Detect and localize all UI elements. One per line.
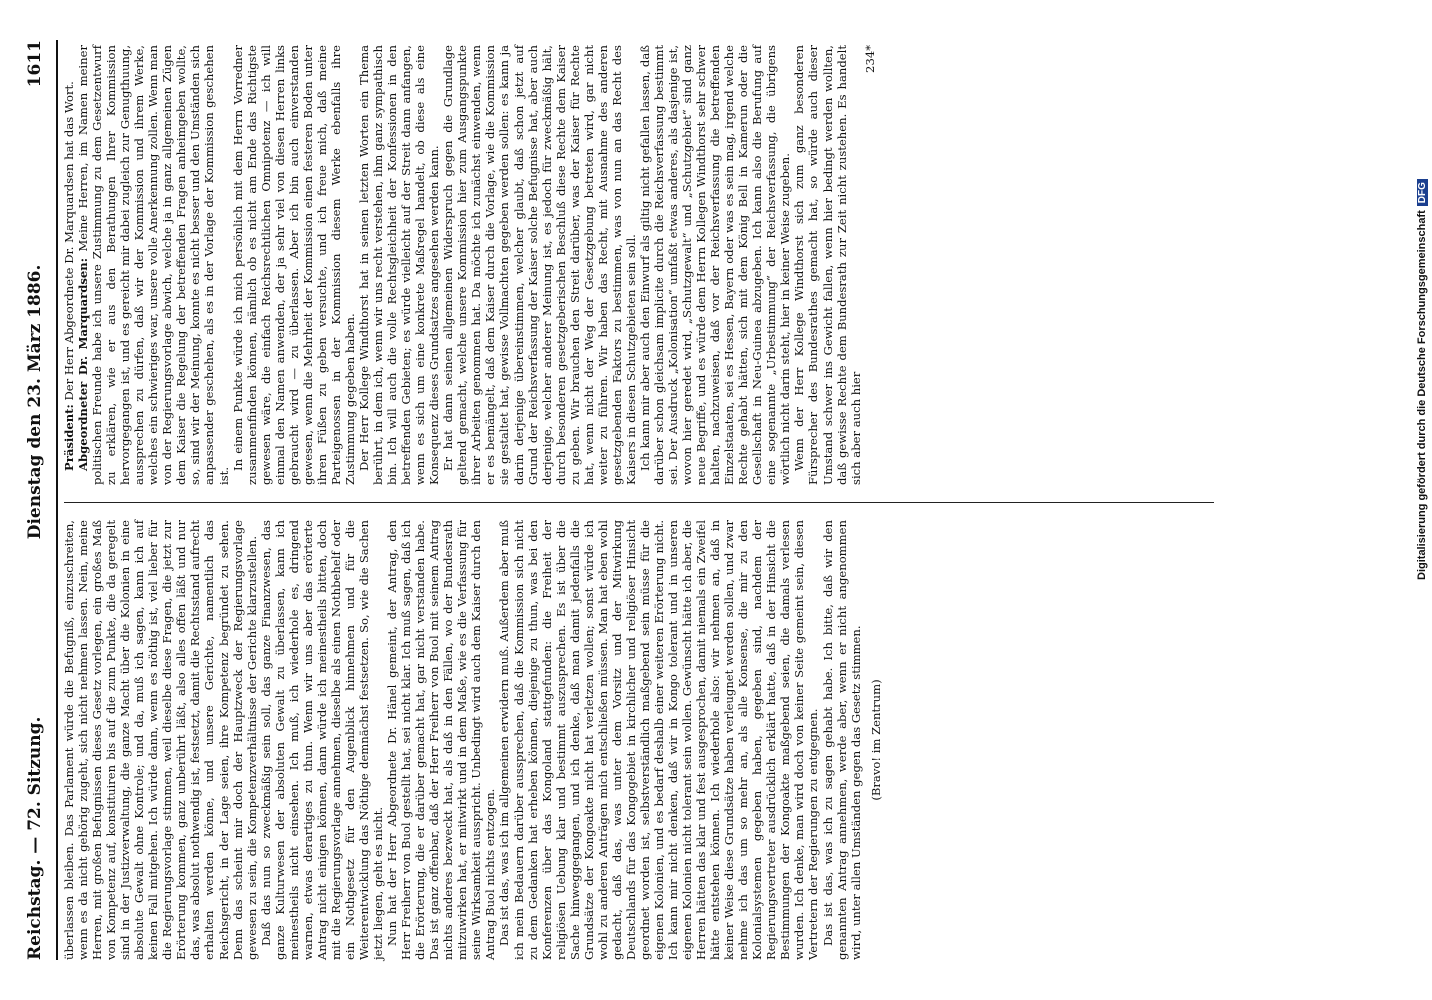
paragraph: Der Herr Kollege Windthorst hat in seinen letzten Worten ein Thema berührt, in dem ich, wenn wir uns recht verstehen, ihm ganz sympathisch bin. Ich will auch die volle Rechtsgleichheit der Konfessionen in den betreffenden Gebieten; es würde vielleicht auf der Streit dann anfangen, wenn es sich um eine konkrete Maßregel handelt, ob diese als eine Konsequenz dieses Grundsatzes angesehen werden kann. bbox=[356, 45, 442, 485]
dfg-logo: DFG bbox=[1417, 179, 1428, 206]
paragraph: Ich kann mir aber auch den Einwurf als giltig nicht gefallen lassen, daß darüber schon gleichsam implicite durch die Reichsverfassung bestimmt sei. Der Ausdruck „Kolonisation“ umfaßt etwas anderes, als dasjenige ist, wovon hier geredet wird, „Schutzgewalt“ und „Schutzgebiet“ sind ganz neue Begriffe, und es würde dem Herrn Kollegen Windthorst sehr schwer halten, nachzuweisen, daß vor der Reichsverfassung die betreffenden Einzelstaaten, sei es Hessen, Bayern oder was es sein mag, irgend welche Rechte gehabt hätten, sich mit dem König Bell in Kamerun oder die Gesellschaft in Neu-Guinea abzugeben. Ich kann also die Berufung auf eine sogenannte „Urbestimmung“ der Reichsverfassung, die übrigens wörtlich nicht darin steht, hier in keiner Weise zugeben. bbox=[637, 45, 793, 485]
credit-text: Digitalisierung gefördert durch die Deutsche Forschungsgemeinschaft bbox=[1416, 210, 1428, 580]
president-paragraph bbox=[62, 45, 76, 485]
speaker-marquardsen: Abgeordneter Dr. Marquardsen: bbox=[76, 258, 91, 471]
digitization-credit bbox=[1416, 179, 1428, 580]
paragraph: Das ist das, was ich im allgemeinen erwidern muß. Außerdem aber muß ich mein Bedauern darüber aussprechen, daß die Kommission sich nicht zu dem Gedanken hat erheben können, diejenige zu thun, was bei den Konferenzen über das Kongoland stattgefunden: die Freiheit der religiösen Uebung klar und bestimmt auszusprechen. Es ist über die Sache hinweggegangen, und ich denke, daß man damit jedenfalls die Grundsätze der Kongoakte nicht hat verletzen wollen; sonst würde ich wohl zu anderen Anträgen mich entschließen müssen. Man hat eben wohl gedacht, daß das, was unter dem Vorsitz und der Mitwirkung Deutschlands für das Kongogebiet in kirchlicher und religiöser Hinsicht geordnet worden ist, selbstverständlich maßgebend sein müsse für die eigenen Kolonien, und es bedarf deshalb einer weiteren Erörterung nicht. Ich kann mir nicht denken, daß wir in Kongo tolerant und in unseren eigenen Kolonien nicht tolerant sein wollen. Gewünscht hätte ich aber, die Herren hätten das klar und fest ausgesprochen, damit niemals ein Zweifel hätte entstehen können. Ich wiederhole also: wir nehmen an, daß in keiner Weise diese Grundsätze haben verleugnet werden sollen, und zwar nehme ich das um so mehr an, als alle Konsense, die mir zu den Kolonialsystemen gegeben haben, gegeben sind, nachdem der Regierungsvertreter ausdrücklich erklärt hatte, daß in der Hinsicht die Bestimmungen der Kongoakte maßgebend seien, die damals verlesen wurden. Ich denke, man wird doch von keiner Seite gemeint sein, diesen Vertretern der Regierungen zu entgegnen. bbox=[497, 520, 821, 960]
president-text: Der Herr Abgeordnete Dr. Marquardsen hat das Wort. bbox=[62, 81, 76, 401]
paragraph: Er hat dann seinen allgemeinen Widerspruch gegen die Grundlage geltend gemacht, welche unsere Kommission hier zum Ausgangspunkte ihrer Arbeiten genommen hat. Da möchte ich zunächst einwenden, wenn er es bemängelt, daß dem Kaiser durch die Vorlage, wie die Kommission sie gestaltet hat, gewisse Vollmachten gegeben werden sollen: es kann ja darin derjenige übereinstimmen, welcher glaubt, daß schon jetzt auf Grund der Reichsverfassung der Kaiser solche Befugnisse hat, aber auch derjenige, welcher anderer Meinung ist, es jedoch für zweckmäßig hält, durch besonderen gesetzgeberischen Beschluß diese Rechte dem Kaiser zu geben. Wir brauchen den Streit darüber, was der Kaiser für Rechte hat, wenn nicht der Weg der Gesetzgebung betreten wird, gar nicht weiter zu führen. Wir haben das Recht, mit Ausnahme des anderen gesetzgebenden Faktors zu bestimmen, was von nun an das Recht des Kaisers in diesen Schutzgebieten sein soll. bbox=[441, 45, 638, 485]
right-column bbox=[62, 45, 1182, 485]
paragraph: In einem Punkte würde ich mich persönlich mit dem Herrn Vorredner zusammenfinden können, nämlich ob es nicht am Ende das Richtigste gewesen wäre, die einfach Reichsrechtlichen Omnipotenz — ich will einmal den Namen anwenden, der ja sehr viel von diesen Herren links gebraucht wird — zu überlassen. Aber ich bin auch einverstanden gewesen, wenn die Mehrheit der Kommission einen festeren Boden unter ihren Füßen zu geben versuchte, und ich freue mich, daß meine Parteigenossen in der Kommission diesem Werke ebenfalls ihre Zustimmung gegeben haben. bbox=[230, 45, 357, 485]
paragraph: Daß das nun so zweckmäßig sein soll, das ganze Finanzwesen, das ganze Kulturwesen der absoluten Gewalt zu überlassen, kann ich meinestheils nicht einsehen. Ich muß, ich wiederhole es, dringend warnen, etwas derartiges zu thun. Wenn wir uns aber das erörterte Antrag nicht einigen können, dann würde ich meinestheils bitten, doch mit die Regierungsvorlage annehmen, dieselbe als einen Nothbehelf oder ein Nothgesetz für den Augenblick hinnehmen und für die Weiterentwicklung das Nöthige demnächst festsetzen. So, wie die Sachen jetzt liegen, geht es nicht. bbox=[258, 520, 386, 960]
paragraph: Nun hat der Herr Abgeordnete Dr. Hänel gemeint, der Antrag, den Herr Freiherr von Buol gestellt hat, sei nicht klar. Ich muß sagen, daß ich die Erörterung, die er darüber gemacht hat, gar nicht verstanden habe. Das ist ganz offenbar, daß der Herr Freiherr von Buol mit seinem Antrag nichts anderes bezweckt hat, als daß in den Fällen, wo der Bundesrath mitzuwirken hat, er mitwirkt und in dem Maße, wie es die Verfassung für seine Wirksamkeit ausspricht. Unbedingt wird auch dem Kaiser durch den Antrag Buol nichts entzogen. bbox=[385, 520, 498, 960]
left-column bbox=[62, 520, 1182, 960]
header-rule bbox=[56, 40, 58, 960]
applause-note: (Bravo! im Zentrum) bbox=[868, 679, 883, 801]
speech-opening bbox=[76, 45, 231, 485]
paragraph: Wenn der Herr Kollege Windthorst sich zum ganz besonderen Fürsprecher des Bundesrathes gemacht hat, so würde auch dieser Umstand schwer ins Gewicht fallen, wenn hier bedingt werden wollten, daß gewisse Rechte dem Bundesrath zur Zeit nicht zustehen. Es handelt sich aber auch hier bbox=[792, 45, 863, 485]
paragraph: Meine Herren, im Namen meiner politischen Freunde habe ich unsere Zustimmung zu dem Gesetzentwurf zu erklären, wie er aus den Berathungen Ihrer Kommission hervorgegangen ist, und es gereicht mir dabei zugleich zur Genugthuung, aussprechen zu dürfen, daß wir der Kommission und ihrem Werke, welches ein schwieriges war, unsere volle Anerkennung zollen. Wenn man von der Regierungsvorlage abwich, welche ja in ganz allgemeinen Zügen dem Kaiser die Regelung der betreffenden Fragen anheimgeben wollte, so, sind wir der Meinung, konnte es nicht besser und den Umständen sich anpassender geschehen, als es in der Vorlage der Kommission geschehen ist. bbox=[76, 44, 231, 485]
paragraph: überlassen bleiben. Das Parlament würde die Befugniß, einzuschreiten, wenn es da nicht gehörig zugeht, sich nicht nehmen lassen. Nein, meine Herren, mit großen Befugnissen dieses Gesetz vorlegen, ein großes Maß von Kompetenz auf, konstituiren bis auf die zum Punkte, die da geregelt sind in der Justizverwaltung, die ganze Macht über die Kolonien in eine absolute Gewalt ohne Kontrole; und da, muß ich sagen, kann ich auf keinen Fall mitgehen. Ich würde dann, wenn es nöthig ist, viel lieber für die Regierungsvorlage stimmen, weil dieselbe diese Fragen, die jetzt zur Erörterung kommen, ganz unberührt läßt, also alles offen läßt und nur das, was absolut nothwendig ist, festsetzt, damit die Rechtsstand aufrecht erhalten werden könne, und unsere Gerichte, namentlich das Reichsgericht, in der Lage seien, ihre Kompetenz begründet zu sehen. Denn das scheint mir doch der Hauptzweck der Regierungsvorlage gewesen zu sein, die Kompetenzverhältnisse der Gerichte klarzustellen. bbox=[62, 520, 259, 960]
header-date: Dienstag den 23. März 1886. bbox=[25, 264, 45, 540]
column-divider bbox=[64, 502, 1214, 503]
speaker-president: Präsident: bbox=[62, 404, 76, 471]
page-header bbox=[20, 40, 50, 960]
page-number: 1611 bbox=[25, 40, 45, 88]
header-left: Reichstag. — 72. Sitzung. bbox=[25, 716, 45, 960]
sheet-signature: 234* bbox=[862, 45, 877, 73]
paragraph: Das ist das, was ich zu sagen gehabt habe. Ich bitte, daß wir den genannten Antrag annehmen, werde aber, wenn er nicht angenommen wird, unter allen Umständen gegen das Gesetz stimmen. bbox=[820, 520, 863, 960]
